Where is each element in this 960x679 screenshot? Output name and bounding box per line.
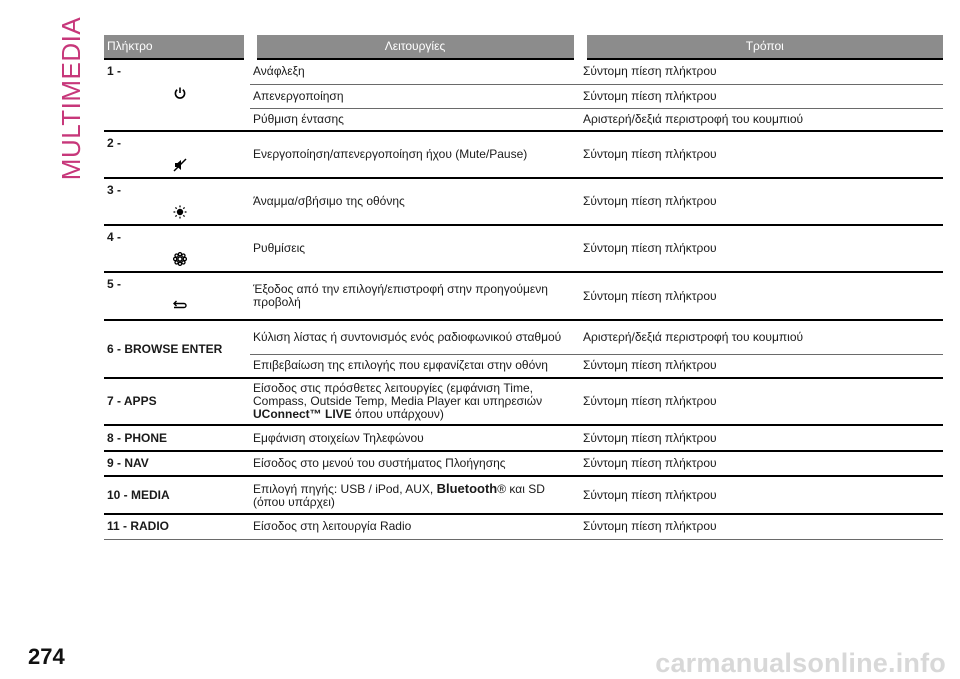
table-row [104, 272, 943, 320]
mode-cell: Σύντομη πίεση πλήκτρου [580, 131, 943, 178]
brightness-icon [173, 205, 187, 219]
mode-cell: Σύντομη πίεση πλήκτρου [580, 178, 943, 225]
mode-cell: Σύντομη πίεση πλήκτρου [580, 476, 943, 514]
mute-icon [173, 158, 187, 172]
table-row [104, 59, 943, 84]
function-cell: Ενεργοποίηση/απενεργοποίηση ήχου (Mute/Pause) [250, 131, 580, 178]
function-text: Είσοδος στις πρόσθετες λειτουργίες (εμφάνιση Time, Compass, Outside Temp, Media Player και υπηρεσιών [253, 381, 543, 408]
function-cell: Ανάφλεξη [250, 59, 580, 84]
function-cell: Ρύθμιση έντασης [250, 108, 580, 131]
key-label: 6 - BROWSE ENTER [107, 341, 223, 356]
key-cell [104, 178, 250, 225]
section-title [54, 16, 90, 180]
mode-cell: Σύντομη πίεση πλήκτρου [580, 225, 943, 272]
header-functions: Λειτουργίες [250, 35, 580, 59]
key-cell [104, 272, 250, 320]
key-label: 8 - PHONE [107, 430, 168, 445]
function-cell: Κύλιση λίστας ή συντονισμός ενός ραδιοφωνικού σταθμού [250, 320, 580, 354]
function-cell: Επιβεβαίωση της επιλογής που εμφανίζεται στην οθόνη [250, 354, 580, 378]
key-label: 7 - APPS [107, 394, 157, 408]
key-cell [104, 451, 250, 476]
key-cell [104, 59, 250, 131]
key-label: 11 - RADIO [107, 519, 170, 534]
mode-cell: Σύντομη πίεση πλήκτρου [580, 59, 943, 84]
key-cell [104, 378, 250, 425]
table-row [104, 178, 943, 225]
mode-cell: Σύντομη πίεση πλήκτρου [580, 378, 943, 425]
table-row [104, 451, 943, 476]
back-arrow-icon [173, 299, 187, 313]
key-label: 2 - [107, 136, 122, 150]
mode-cell: Σύντομη πίεση πλήκτρου [580, 451, 943, 476]
key-cell [104, 514, 250, 539]
key-label: 9 - NAV [107, 456, 149, 470]
key-cell [104, 131, 250, 178]
function-text: όπου υπάρχουν) [355, 407, 444, 421]
function-cell: Άναμμα/σβήσιμο της οθόνης [250, 178, 580, 225]
table-row [104, 131, 943, 178]
header-key: Πλήκτρο [104, 35, 250, 59]
key-cell [104, 425, 250, 451]
power-icon [173, 86, 187, 100]
mode-cell: Σύντομη πίεση πλήκτρου [580, 425, 943, 451]
key-label: 4 - [107, 230, 122, 244]
function-cell: Εμφάνιση στοιχείων Τηλεφώνου [250, 425, 580, 451]
mode-cell: Σύντομη πίεση πλήκτρου [580, 514, 943, 539]
page-number: 274 [28, 644, 65, 669]
mode-cell: Αριστερή/δεξιά περιστροφή του κουμπιού [580, 320, 943, 354]
table-row [104, 320, 943, 354]
table-row [104, 476, 943, 514]
key-label: 3 - [107, 183, 122, 197]
function-text: ® και SD (όπου υπάρχει) [253, 481, 545, 509]
key-label: 10 - MEDIA [107, 487, 170, 502]
key-label: 1 - [107, 64, 122, 78]
function-text: Επιλογή πηγής: USB / iPod, AUX, [253, 481, 434, 496]
key-cell [104, 320, 250, 378]
mode-cell: Αριστερή/δεξιά περιστροφή του κουμπιού [580, 108, 943, 131]
function-cell: Είσοδος στη λειτουργία Radio [250, 514, 580, 539]
function-cell: Ρυθμίσεις [250, 225, 580, 272]
table-row [104, 225, 943, 272]
mode-cell: Σύντομη πίεση πλήκτρου [580, 272, 943, 320]
settings-gear-icon [173, 252, 187, 266]
table-row [104, 378, 943, 425]
key-cell [104, 476, 250, 514]
table-header-row [104, 35, 943, 59]
function-cell [250, 378, 580, 425]
function-cell: Απενεργοποίηση [250, 84, 580, 108]
function-cell [250, 476, 580, 514]
watermark: carmanualsonline.info [655, 648, 946, 678]
buttons-function-table [104, 35, 943, 540]
table-row [104, 514, 943, 539]
key-label: 5 - [107, 277, 122, 291]
key-cell [104, 225, 250, 272]
table-row [104, 425, 943, 451]
function-text-brand: UConnect™ LIVE [253, 407, 352, 421]
mode-cell: Σύντομη πίεση πλήκτρου [580, 354, 943, 378]
section-title-text: MULTIMEDIA [56, 16, 87, 180]
function-cell: Είσοδος στο μενού του συστήματος Πλοήγησης [250, 451, 580, 476]
header-modes: Τρόποι [580, 35, 943, 59]
function-cell: Έξοδος από την επιλογή/επιστροφή στην προηγούμενη προβολή [250, 272, 580, 320]
mode-cell: Σύντομη πίεση πλήκτρου [580, 84, 943, 108]
function-text-brand: Bluetooth [436, 480, 498, 496]
